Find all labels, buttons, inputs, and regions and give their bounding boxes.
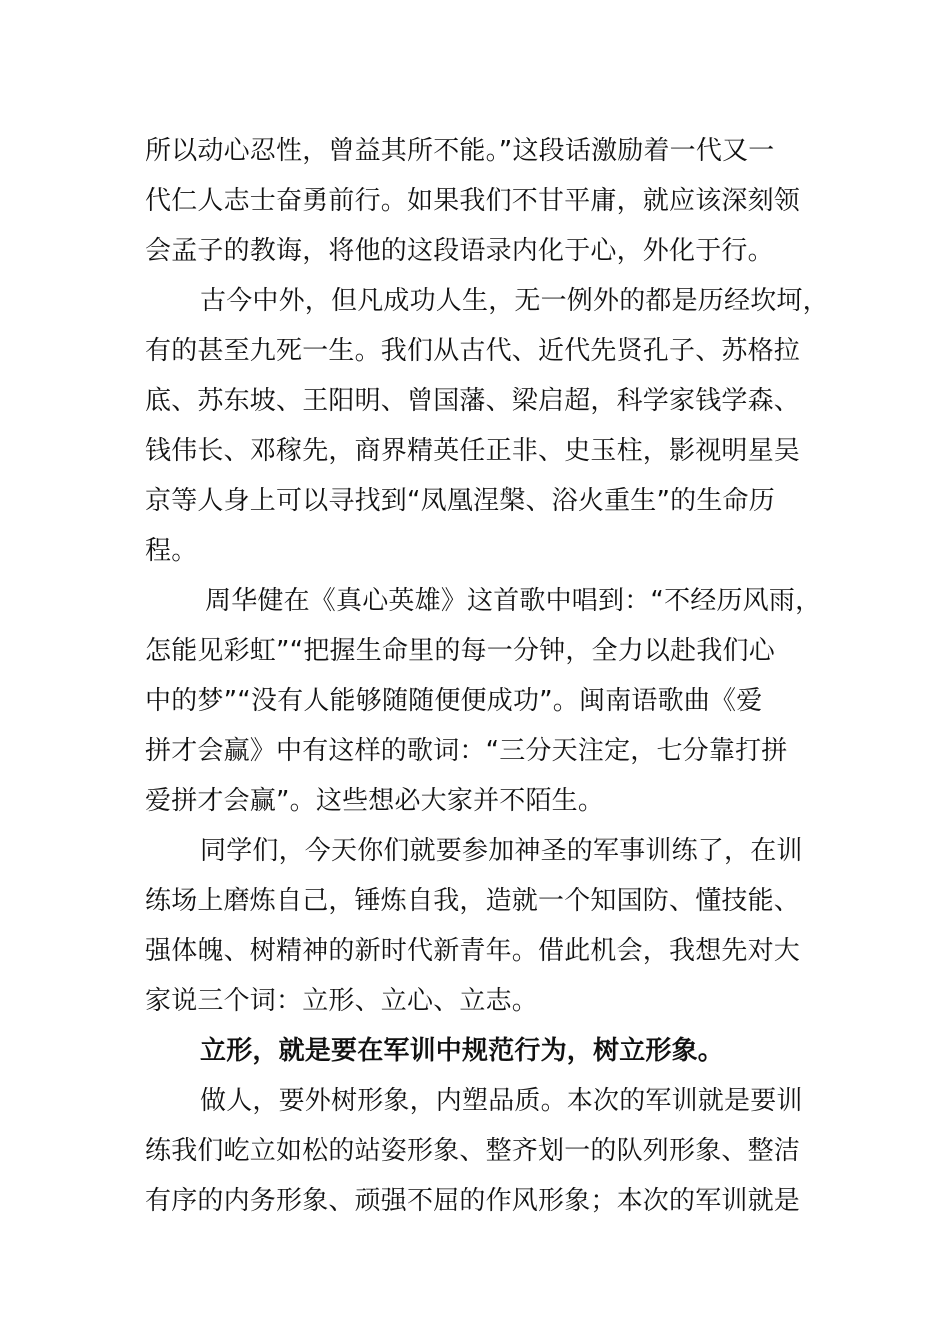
text-line-6: 底、苏东坡、王阳明、曾国藩、梁启超，科学家钱学森、 bbox=[145, 386, 801, 416]
text-line-13: 拼才会赢》中有这样的歌词：“三分天注定，七分靠打拼 bbox=[145, 736, 788, 766]
text-line-15: 同学们，今天你们就要参加神圣的军事训练了，在训 bbox=[200, 836, 803, 866]
text-line-22: 有序的内务形象、顽强不屈的作风形象；本次的军训就是 bbox=[145, 1186, 801, 1216]
text-line-7: 钱伟长、邓稼先，商界精英任正非、史玉柱，影视明星吴 bbox=[145, 436, 801, 466]
text-line-16: 练场上磨炼自己，锤炼自我，造就一个知国防、懂技能、 bbox=[145, 886, 801, 916]
text-line-3: 会孟子的教诲，将他的这段语录内化于心，外化于行。 bbox=[145, 236, 774, 266]
text-line-18: 家说三个词：立形、立心、立志。 bbox=[145, 986, 539, 1016]
text-line-17: 强体魄、树精神的新时代新青年。借此机会，我想先对大 bbox=[145, 936, 801, 966]
text-line-20: 做人，要外树形象，内塑品质。本次的军训就是要训 bbox=[200, 1086, 803, 1116]
text-line-9: 程。 bbox=[145, 536, 198, 566]
text-line-4: 古今中外，但凡成功人生，无一例外的都是历经坎坷， bbox=[200, 286, 829, 316]
text-line-5: 有的甚至九死一生。我们从古代、近代先贤孔子、苏格拉 bbox=[145, 336, 801, 366]
text-line-14: 爱拼才会赢”。这些想必大家并不陌生。 bbox=[145, 786, 605, 816]
text-line-2: 代仁人志士奋勇前行。如果我们不甘平庸，就应该深刻领 bbox=[145, 186, 801, 216]
section-heading: 立形，就是要在军训中规范行为，树立形象。 bbox=[200, 1036, 725, 1066]
text-line-12: 中的梦”“没有人能够随随便便成功”。闽南语歌曲《爱 bbox=[145, 686, 763, 716]
text-line-8: 京等人身上可以寻找到“凤凰涅槃、浴火重生”的生命历 bbox=[145, 486, 775, 516]
text-line-21: 练我们屹立如松的站姿形象、整齐划一的队列形象、整洁 bbox=[145, 1136, 801, 1166]
text-line-10: 周华健在《真心英雄》这首歌中唱到：“不经历风雨， bbox=[205, 586, 822, 616]
text-line-1: 所以动心忍性，曾益其所不能。”这段话激励着一代又一 bbox=[145, 136, 775, 166]
text-line-11: 怎能见彩虹”“把握生命里的每一分钟，全力以赴我们心 bbox=[145, 636, 775, 666]
